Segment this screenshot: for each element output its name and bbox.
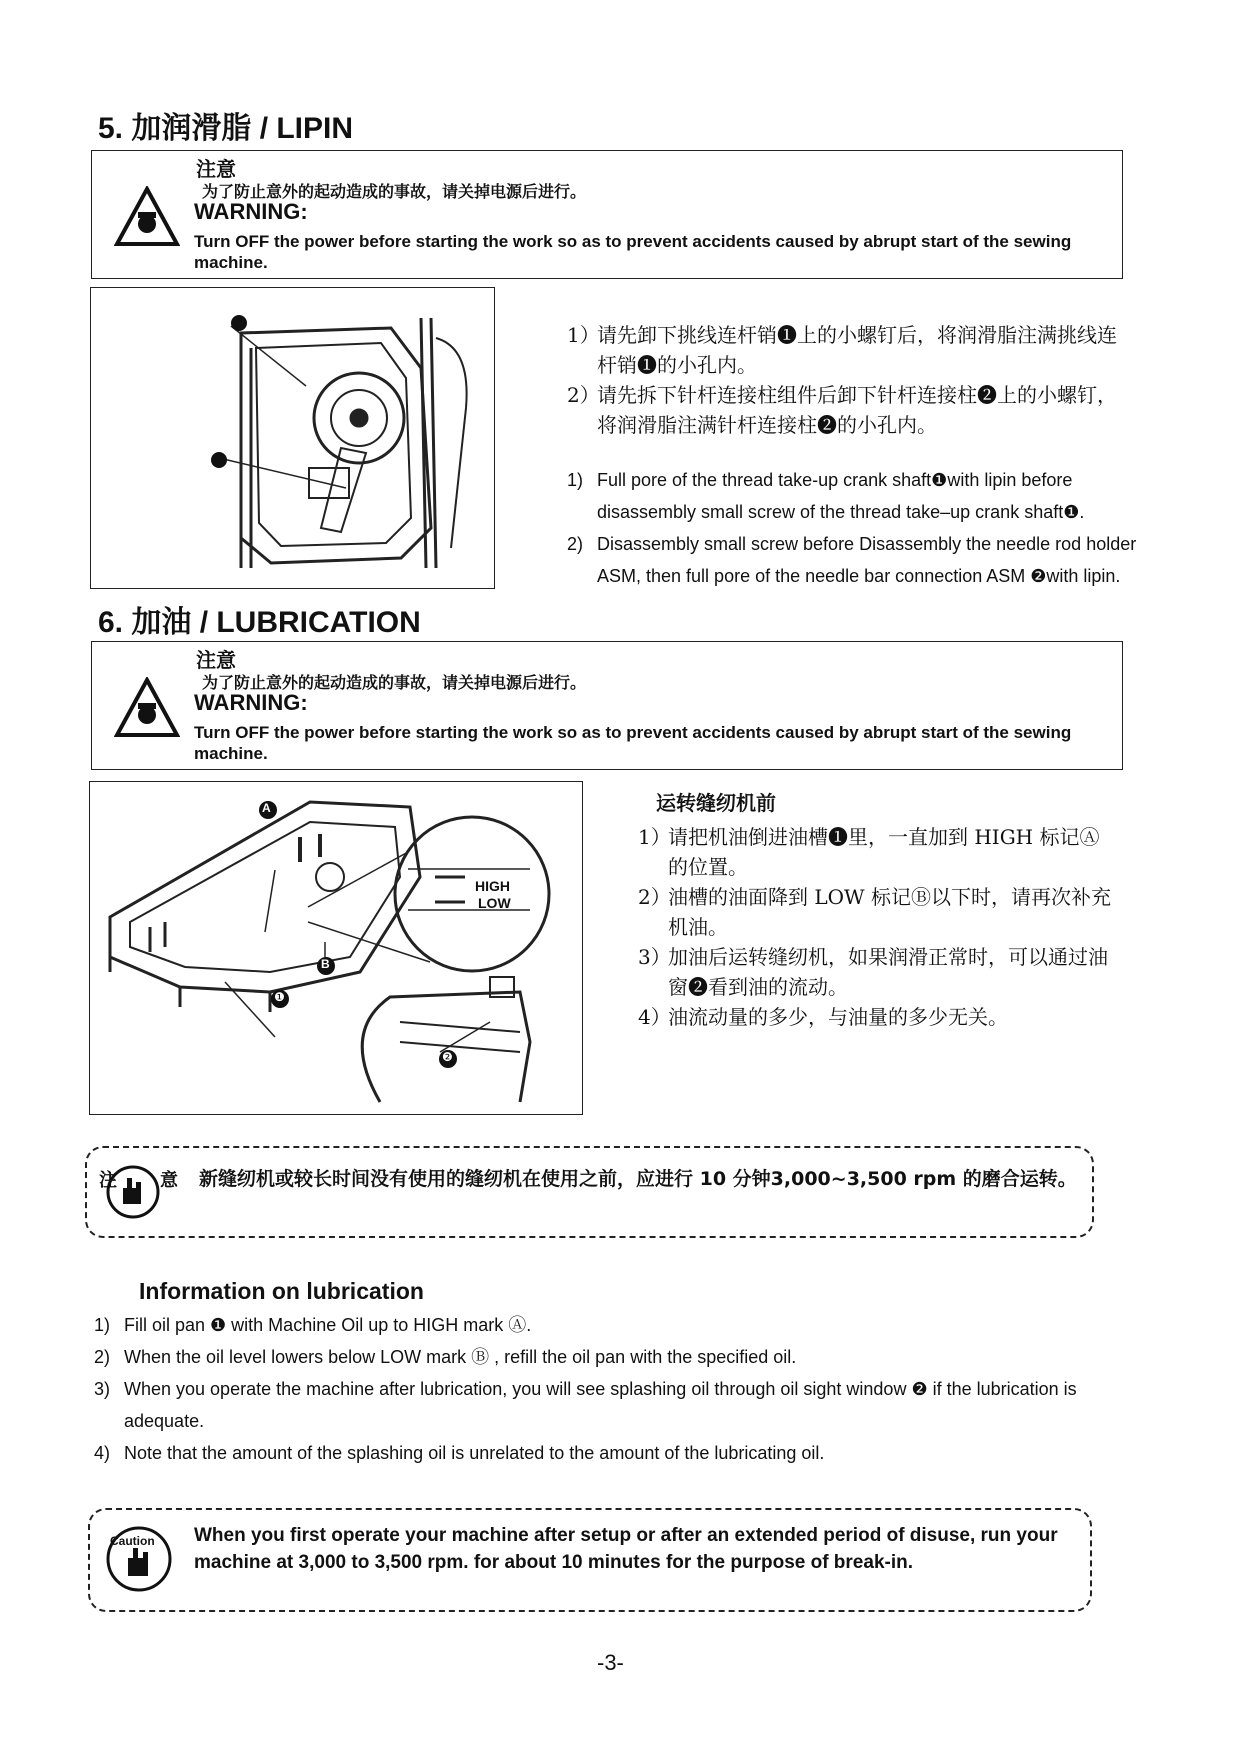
caution-en-text: When you first operate your machine after setup or after an extended period of disuse, run your machine at 3,000 to 3,500 rpm. for about 10 minutes for the purpose of break-in. — [194, 1525, 1058, 1573]
warning-title: WARNING: — [194, 690, 308, 715]
note-label-1: 注 — [99, 1170, 117, 1191]
step-en-1: 1) Full pore of the thread take-up crank shaft❶with lipin before disassembly small screw of the thread take–up crank shaft❶. — [567, 470, 1085, 522]
caution-cn-text: 为了防止意外的起动造成的事故，请关掉电源后进行。 — [202, 182, 587, 201]
section-6-heading: 6. 加油 / LUBRICATION — [98, 606, 421, 639]
warning-triangle-icon — [114, 186, 180, 248]
before-operation — [638, 787, 1118, 1032]
figure-label-b: B — [321, 957, 330, 971]
lub-step-cn-1: 1） 请把机油倒进油槽❶里，一直加到 HIGH 标记Ⓐ的位置。 — [638, 825, 1100, 879]
figure-label-2: ❷ — [442, 1050, 453, 1064]
gauge-high-label: HIGH — [475, 878, 510, 894]
step-en-2: 2) Disassembly small screw before Disassembly the needle rod holder ASM, then full pore of the needle bar connection ASM ❷with lipin. — [567, 534, 1137, 586]
warning-triangle-icon — [114, 677, 180, 739]
info-step-3: 3) When you operate the machine after lubrication, you will see splashing oil through oil sight window ❷ if the lubrication is adequate. — [94, 1379, 1077, 1431]
oil-pan-figure — [89, 781, 583, 1115]
warning-title: WARNING: — [194, 199, 308, 224]
info-steps — [94, 1309, 1094, 1469]
warning-box-6 — [91, 641, 1123, 770]
info-step-2: 2) When the oil level lowers below LOW mark Ⓑ , refill the oil pan with the specified oil. — [94, 1347, 797, 1367]
figure-label-1: ❶ — [274, 990, 285, 1004]
warning-text: Turn OFF the power before starting the work so as to prevent accidents caused by abrupt start of the sewing machine. — [194, 232, 1072, 272]
caution-icon-label: Caution — [110, 1534, 155, 1548]
info-step-1: 1) Fill oil pan ❶ with Machine Oil up to HIGH mark Ⓐ. — [94, 1315, 532, 1335]
caution-cn-text: 为了防止意外的起动造成的事故，请关掉电源后进行。 — [202, 673, 587, 692]
cn-note-box — [85, 1146, 1094, 1238]
section-5-heading: 5. 加润滑脂 / LIPIN — [98, 112, 354, 145]
caution-cn-title: 注意 — [196, 648, 236, 672]
step-cn-1: 1） 请先卸下挑线连杆销❶上的小螺钉后，将润滑脂注满挑线连杆销❶的小孔内。 — [567, 323, 1117, 377]
lub-step-cn-3: 3） 加油后运转缝纫机，如果润滑正常时，可以通过油窗❷看到油的流动。 — [638, 945, 1108, 999]
step-cn-2: 2） 请先拆下针杆连接柱组件后卸下针杆连接柱❷上的小螺钉，将润滑脂注满针杆连接柱❷的小孔内。 — [567, 383, 1117, 437]
lipin-figure — [90, 287, 495, 589]
lub-step-cn-2: 2） 油槽的油面降到 LOW 标记Ⓑ以下时，请再次补充机油。 — [638, 885, 1111, 939]
lipin-steps-en — [567, 464, 1167, 592]
caution-cn-title: 注意 — [196, 157, 236, 181]
warning-box-5 — [91, 150, 1123, 279]
warning-text: Turn OFF the power before starting the work so as to prevent accidents caused by abrupt start of the sewing machine. — [194, 723, 1072, 763]
gauge-low-label: LOW — [478, 895, 511, 911]
take-up-crank-illustration — [91, 288, 494, 588]
note-cn-text: 新缝纫机或较长时间没有使用的缝纫机在使用之前，应进行 10 分钟3,000~3,500 rpm 的磨合运转。 — [199, 1168, 1077, 1190]
lipin-steps-cn — [567, 320, 1117, 440]
before-title: 运转缝纫机前 — [656, 791, 776, 815]
note-label-2: 意 — [160, 1170, 178, 1191]
info-step-4: 4) Note that the amount of the splashing oil is unrelated to the amount of the lubricating oil. — [94, 1443, 825, 1463]
info-title: Information on lubrication — [139, 1278, 424, 1304]
page-number: -3- — [597, 1650, 624, 1675]
figure-label-a: A — [262, 801, 271, 815]
figure-label-1 — [209, 306, 210, 307]
figure-label-2 — [191, 443, 192, 444]
en-caution-box — [88, 1508, 1092, 1612]
lub-step-cn-4: 4） 油流动量的多少，与油量的多少无关。 — [638, 1005, 1008, 1029]
oil-pan-illustration — [90, 782, 582, 1114]
